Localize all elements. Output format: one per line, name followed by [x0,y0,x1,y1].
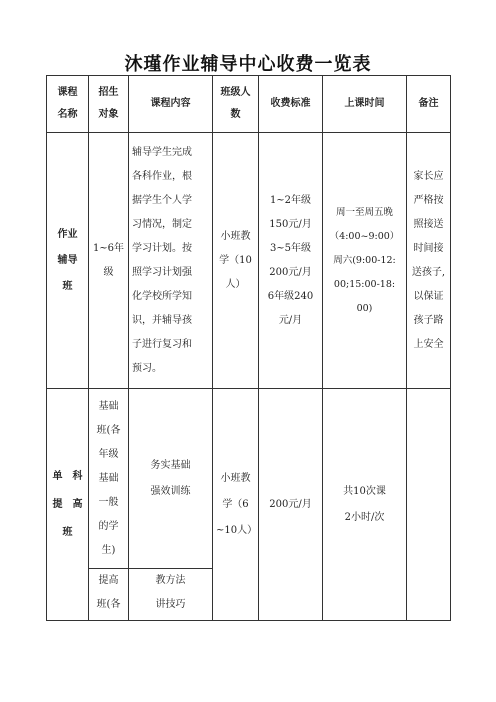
homework-time: 周一至周五晚 （4:00~9:00） 周六(9:00-12: 00;15:00-18: 00) [323,133,407,389]
homework-note: 家长应 严格按 照接送 时间接 送孩子, 以保证 孩子路 上安全 [407,133,451,389]
single-basic-target: 基础 班(各 年级 基础 一般 的学 生) [89,389,129,569]
header-enroll-target: 招生 对象 [89,76,129,133]
homework-target: 1~6年 级 [89,133,129,389]
header-content: 课程内容 [129,76,213,133]
header-row [47,76,451,133]
page-title: 沐瑾作业辅导中心收费一览表 [124,54,372,75]
single-basic-content: 务实基础 强效训练 [129,389,213,569]
header-note: 备注 [407,76,451,133]
table-row [47,389,451,569]
single-time: 共10次课 2小时/次 [323,389,407,621]
homework-class-size: 小班教 学（10 人） [213,133,259,389]
homework-content: 辅导学生完成 各科作业，根 据学生个人学 习情况，制定 学习计划。按 照学习计划强 化学校所学知 识，并辅导孩 子进行复习和 预习。 [129,133,213,389]
header-course-name: 课程 名称 [47,76,89,133]
single-class-size: 小班教 学（6 ~10人） [213,389,259,621]
homework-name: 作业 辅导 班 [47,133,89,389]
single-name: 单 科 提 高 班 [47,389,89,621]
header-class-size: 班级人 数 [213,76,259,133]
table-row [47,133,451,389]
homework-fee: 1~2年级 150元/月 3~5年级 200元/月 6年级240 元/月 [259,133,323,389]
single-advanced-content: 教方法 讲技巧 [129,569,213,621]
header-fee: 收费标准 [259,76,323,133]
single-note [407,389,451,621]
fee-table [46,75,451,621]
single-advanced-target: 提高 班(各 [89,569,129,621]
single-fee: 200元/月 [259,389,323,621]
header-time: 上课时间 [323,76,407,133]
